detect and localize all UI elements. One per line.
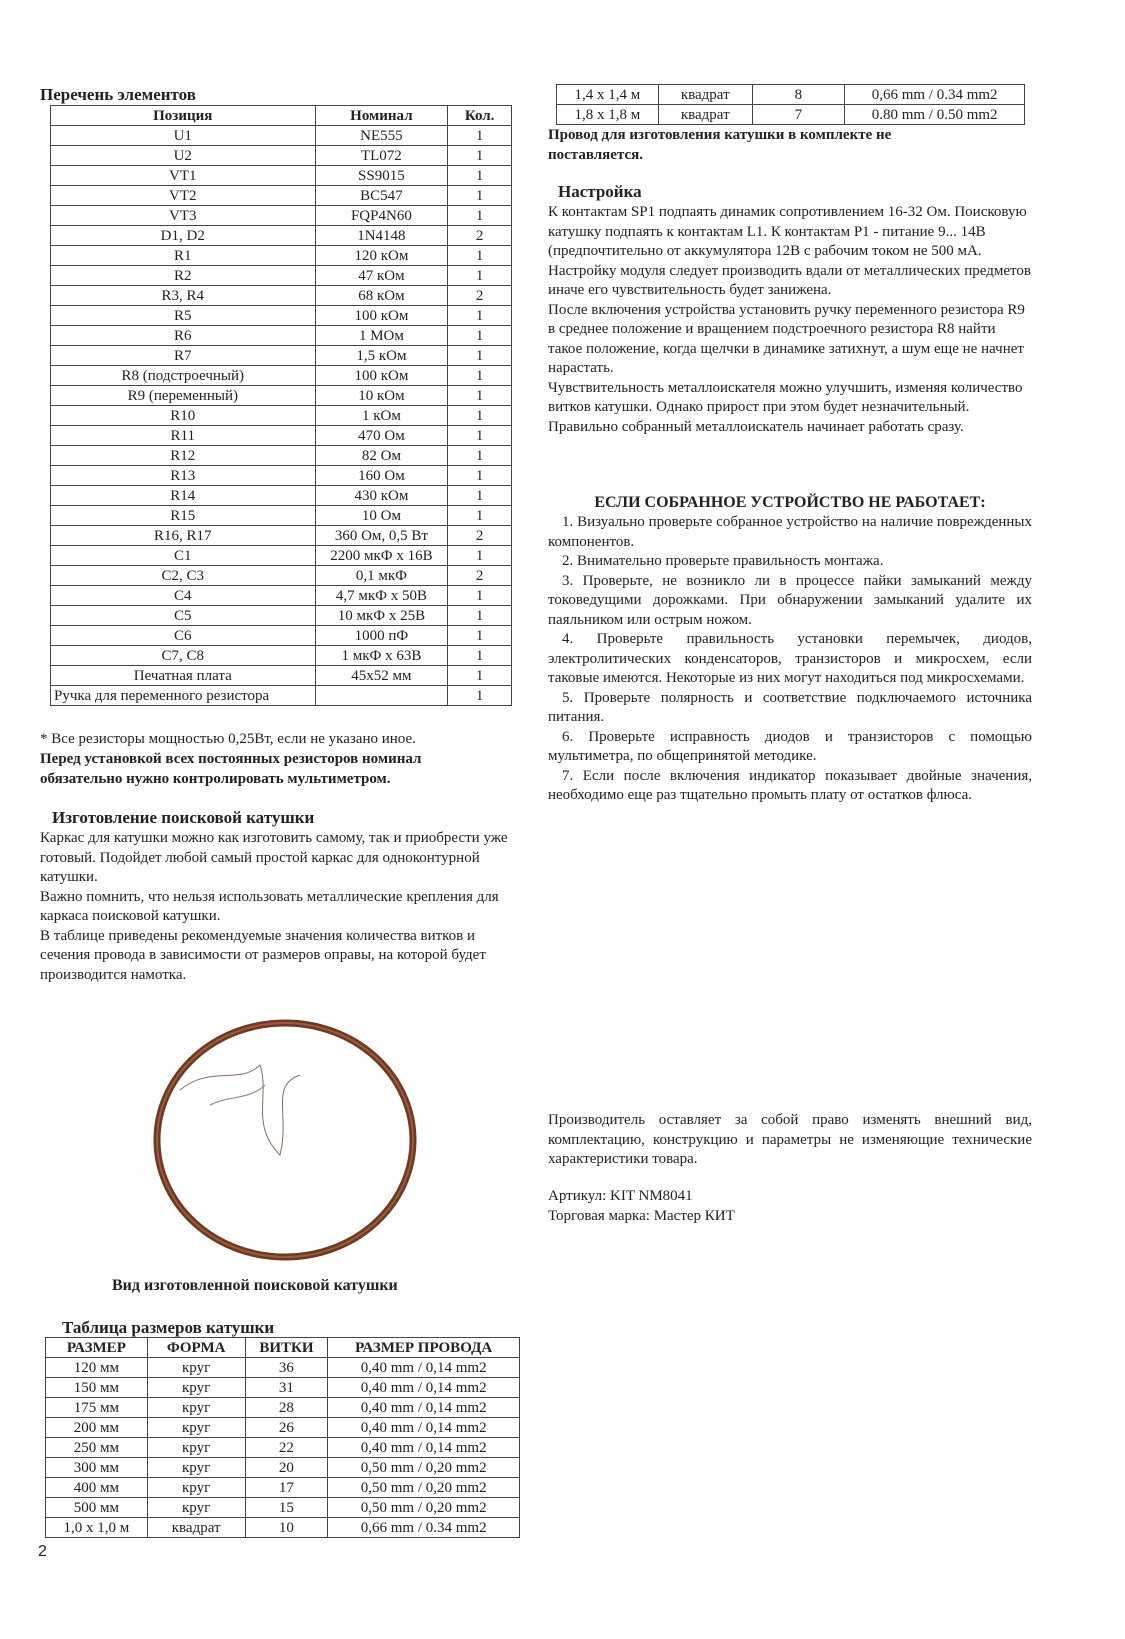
table-cell: R9 (переменный)	[51, 386, 316, 406]
table-cell: 10 Ом	[315, 506, 448, 526]
table-cell: круг	[147, 1498, 245, 1518]
table-cell: U2	[51, 146, 316, 166]
table-cell: круг	[147, 1458, 245, 1478]
table-cell: 36	[245, 1358, 328, 1378]
parts-table	[50, 105, 512, 706]
table-cell: 1	[448, 246, 512, 266]
setup-title: Настройка	[558, 182, 642, 201]
table-cell: круг	[147, 1438, 245, 1458]
table-cell	[315, 686, 448, 706]
table-cell: 68 кОм	[315, 286, 448, 306]
coil-text	[40, 829, 522, 985]
table-cell: 120 кОм	[315, 246, 448, 266]
table-cell: D1, D2	[51, 226, 316, 246]
table-cell: 0,40 mm / 0,14 mm2	[328, 1398, 520, 1418]
table-row	[51, 126, 512, 146]
table-cell: 1	[448, 466, 512, 486]
col-header: РАЗМЕР ПРОВОДА	[328, 1338, 520, 1358]
table-row	[51, 366, 512, 386]
table-row	[46, 1398, 520, 1418]
article-number: Артикул: KIT NM8041	[548, 1188, 693, 1204]
table-cell: 1	[448, 386, 512, 406]
table-cell: Печатная плата	[51, 666, 316, 686]
table-cell: 2	[448, 286, 512, 306]
parts-list-title: Перечень элементов	[40, 85, 196, 104]
table-cell: U1	[51, 126, 316, 146]
table-cell: 1,4 х 1,4 м	[557, 85, 659, 105]
table-cell: R7	[51, 346, 316, 366]
table-cell: 100 кОм	[315, 366, 448, 386]
table-cell: 1	[448, 366, 512, 386]
table-row	[46, 1478, 520, 1498]
table-row	[46, 1358, 520, 1378]
table-cell: 28	[245, 1398, 328, 1418]
troubleshooting-item: 4. Проверьте правильность установки перемычек, диодов, электролитических конденсаторов, транзисторов и микросхем, если таковые имеются. Некоторые из них могут находиться под микросхемами.	[548, 631, 1032, 686]
table-cell: VT2	[51, 186, 316, 206]
paragraph: В таблице приведены рекомендуемые значения количества витков и сечения провода в зависимости от размеров оправы, на которой будет производится намотка.	[40, 927, 486, 983]
table-cell: C7, C8	[51, 646, 316, 666]
table-row	[51, 246, 512, 266]
table-cell: 15	[245, 1498, 328, 1518]
table-cell: C2, C3	[51, 566, 316, 586]
table-row	[51, 426, 512, 446]
table-cell: 1	[448, 186, 512, 206]
table-cell: квадрат	[658, 105, 752, 125]
table-cell: 360 Ом, 0,5 Вт	[315, 526, 448, 546]
table-cell: 1	[448, 606, 512, 626]
table-row	[46, 1498, 520, 1518]
troubleshooting-item: 2. Внимательно проверьте правильность монтажа.	[562, 553, 884, 569]
table-cell: 0,50 mm / 0,20 mm2	[328, 1478, 520, 1498]
table-cell: R8 (подстроечный)	[51, 366, 316, 386]
table-cell: C6	[51, 626, 316, 646]
table-row	[51, 586, 512, 606]
table-cell: VT3	[51, 206, 316, 226]
troubleshooting-title: ЕСЛИ СОБРАННОЕ УСТРОЙСТВО НЕ РАБОТАЕТ:	[594, 494, 986, 511]
table-cell: 400 мм	[46, 1478, 148, 1498]
table-cell: 8	[752, 85, 845, 105]
table-cell: 1	[448, 306, 512, 326]
col-header: Кол.	[448, 106, 512, 126]
table-cell: 31	[245, 1378, 328, 1398]
table-cell: 45х52 мм	[315, 666, 448, 686]
table-cell: C5	[51, 606, 316, 626]
table-row	[51, 486, 512, 506]
table-cell: 1	[448, 666, 512, 686]
table-cell: 1	[448, 146, 512, 166]
table-row	[51, 646, 512, 666]
table-cell: 1	[448, 486, 512, 506]
table-cell: 0,40 mm / 0,14 mm2	[328, 1438, 520, 1458]
table-cell: 1 кОм	[315, 406, 448, 426]
table-cell: R11	[51, 426, 316, 446]
coil-table-title: Таблица размеров катушки	[62, 1318, 275, 1337]
table-row	[46, 1418, 520, 1438]
table-cell: R6	[51, 326, 316, 346]
table-cell: 1	[448, 546, 512, 566]
table-cell: R2	[51, 266, 316, 286]
paragraph: Настройку модуля следует производить вдали от металлических предметов иначе его чувствительность будет занижена.	[548, 262, 1031, 298]
table-row	[46, 1438, 520, 1458]
table-cell: 1	[448, 166, 512, 186]
paragraph: К контактам SP1 подпаять динамик сопротивлением 16-32 Ом. Поисковую катушку подпаять к контактам L1. К контактам P1 - питание 9... 14В (предпочтительно от аккумулятора 12В с рабочим током не 500 мА.	[548, 204, 1027, 259]
table-row	[46, 1518, 520, 1538]
table-cell: R14	[51, 486, 316, 506]
table-cell: TL072	[315, 146, 448, 166]
table-cell: 2	[448, 226, 512, 246]
table-cell: R16, R17	[51, 526, 316, 546]
table-cell: 7	[752, 105, 845, 125]
table-cell: круг	[147, 1478, 245, 1498]
table-row	[557, 105, 1025, 125]
table-cell: FQP4N60	[315, 206, 448, 226]
table-row	[51, 546, 512, 566]
table-cell: 1	[448, 446, 512, 466]
page-number: 2	[38, 1543, 47, 1560]
table-cell: круг	[147, 1358, 245, 1378]
table-row	[51, 526, 512, 546]
table-cell: 1	[448, 626, 512, 646]
table-row	[51, 326, 512, 346]
table-cell: C4	[51, 586, 316, 606]
table-cell: квадрат	[658, 85, 752, 105]
table-cell: квадрат	[147, 1518, 245, 1538]
table-cell: 0,40 mm / 0,14 mm2	[328, 1378, 520, 1398]
coil-photo	[140, 1005, 440, 1275]
table-row	[557, 85, 1025, 105]
table-cell: 10 кОм	[315, 386, 448, 406]
table-cell: 47 кОм	[315, 266, 448, 286]
table-cell: 2	[448, 526, 512, 546]
table-row	[51, 446, 512, 466]
table-cell: 0,40 mm / 0,14 mm2	[328, 1358, 520, 1378]
troubleshooting-item: 3. Проверьте, не возникло ли в процессе пайки замыканий между токоведущими дорожками. При обнаружении замыканий удалите их паяльником или острым ножом.	[548, 572, 1032, 628]
table-row	[51, 386, 512, 406]
col-header: Номинал	[315, 106, 448, 126]
table-cell: 300 мм	[46, 1458, 148, 1478]
table-cell: SS9015	[315, 166, 448, 186]
table-cell: 0,66 mm / 0.34 mm2	[845, 85, 1025, 105]
table-cell: 0.80 mm / 0.50 mm2	[845, 105, 1025, 125]
table-cell: 22	[245, 1438, 328, 1458]
table-cell: круг	[147, 1378, 245, 1398]
setup-text	[548, 203, 1032, 437]
table-cell: R13	[51, 466, 316, 486]
table-cell: 1 мкФ х 63В	[315, 646, 448, 666]
paragraph: Чувствительность металлоискателя можно улучшить, изменяя количество витков катушки. Однако прирост при этом будет незначительный. Правильно собранный металлоискатель начинает работать сразу.	[548, 379, 1023, 435]
table-cell: 1	[448, 126, 512, 146]
table-cell: круг	[147, 1398, 245, 1418]
table-row	[51, 286, 512, 306]
table-cell: 1 МОм	[315, 326, 448, 346]
wire-note: Провод для изготовления катушки в комплекте не поставляется.	[548, 127, 892, 163]
table-cell: 1,5 кОм	[315, 346, 448, 366]
paragraph: Важно помнить, что нельзя использовать металлические крепления для каркаса поисковой катушки.	[40, 888, 499, 924]
table-cell: Ручка для переменного резистора	[51, 686, 316, 706]
col-header: РАЗМЕР	[46, 1338, 148, 1358]
table-cell: 1	[448, 346, 512, 366]
table-cell: 0,40 mm / 0,14 mm2	[328, 1418, 520, 1438]
table-row	[46, 1378, 520, 1398]
table-cell: 17	[245, 1478, 328, 1498]
table-cell: 0,50 mm / 0,20 mm2	[328, 1458, 520, 1478]
table-cell: 4,7 мкФ х 50В	[315, 586, 448, 606]
table-cell: 0,66 mm / 0.34 mm2	[328, 1518, 520, 1538]
table-cell: 1,0 х 1,0 м	[46, 1518, 148, 1538]
table-row	[51, 266, 512, 286]
table-row	[51, 166, 512, 186]
table-cell: 160 Ом	[315, 466, 448, 486]
table-cell: 1N4148	[315, 226, 448, 246]
table-cell: C1	[51, 546, 316, 566]
table-cell: 1	[448, 266, 512, 286]
table-cell: VT1	[51, 166, 316, 186]
table-cell: 250 мм	[46, 1438, 148, 1458]
table-cell: 500 мм	[46, 1498, 148, 1518]
col-header: ВИТКИ	[245, 1338, 328, 1358]
table-cell: R10	[51, 406, 316, 426]
table-row	[51, 666, 512, 686]
table-cell: 1000 пФ	[315, 626, 448, 646]
table-cell: 1,8 х 1,8 м	[557, 105, 659, 125]
table-row	[51, 206, 512, 226]
table-cell: 10 мкФ х 25В	[315, 606, 448, 626]
table-row	[51, 606, 512, 626]
troubleshooting-item: 7. Если после включения индикатор показывает двойные значения, необходимо еще раз тщательно промыть плату от остатков флюса.	[548, 767, 1032, 803]
table-row	[51, 566, 512, 586]
resistor-warning: Перед установкой всех постоянных резисторов номинал обязательно нужно контролировать мультиметром.	[40, 751, 422, 787]
table-cell: R15	[51, 506, 316, 526]
table-cell: 100 кОм	[315, 306, 448, 326]
resistor-note: * Все резисторы мощностью 0,25Вт, если не указано иное.	[40, 731, 416, 747]
paragraph: Каркас для катушки можно как изготовить самому, так и приобрести уже готовый. Подойдет любой самый простой каркас для одноконтурной катушки.	[40, 830, 508, 885]
table-cell: 430 кОм	[315, 486, 448, 506]
table-cell: 82 Ом	[315, 446, 448, 466]
table-row	[51, 466, 512, 486]
table-row	[46, 1458, 520, 1478]
table-row	[51, 226, 512, 246]
table-cell: BC547	[315, 186, 448, 206]
table-row	[51, 686, 512, 706]
table-cell: 26	[245, 1418, 328, 1438]
disclaimer: Производитель оставляет за собой право изменять внешний вид, комплектацию, конструкцию и параметры не изменяющие технические характеристики товара.	[548, 1112, 1032, 1167]
table-cell: 1	[448, 426, 512, 446]
paragraph: После включения устройства установить ручку переменного резистора R9 в среднее положение и вращением подстроечного резистора R8 найти такое положение, когда щелчки в динамике затихнут, а шум еще не начнет нарастать.	[548, 301, 1025, 376]
troubleshooting-item: 5. Проверьте полярность и соответствие подключаемого источника питания.	[548, 689, 1032, 725]
table-cell: R3, R4	[51, 286, 316, 306]
table-cell: 1	[448, 206, 512, 226]
table-row	[51, 626, 512, 646]
table-cell: 2	[448, 566, 512, 586]
table-cell: R5	[51, 306, 316, 326]
table-cell: 10	[245, 1518, 328, 1538]
table-row	[51, 146, 512, 166]
table-cell: R12	[51, 446, 316, 466]
table-cell: 1	[448, 406, 512, 426]
table-row	[51, 306, 512, 326]
table-cell: 0,50 mm / 0,20 mm2	[328, 1498, 520, 1518]
table-cell: 20	[245, 1458, 328, 1478]
table-cell: NE555	[315, 126, 448, 146]
troubleshooting-item: 1. Визуально проверьте собранное устройство на наличие поврежденных компонентов.	[548, 514, 1032, 550]
table-cell: 120 мм	[46, 1358, 148, 1378]
table-cell: 0,1 мкФ	[315, 566, 448, 586]
brand: Торговая марка: Мастер КИТ	[548, 1208, 735, 1224]
coil-size-table-continued	[556, 84, 1025, 125]
coil-photo-caption: Вид изготовленной поисковой катушки	[112, 1277, 398, 1294]
table-cell: круг	[147, 1418, 245, 1438]
troubleshooting-list	[548, 513, 1032, 806]
table-cell: 175 мм	[46, 1398, 148, 1418]
coil-size-table	[45, 1337, 520, 1538]
table-cell: 200 мм	[46, 1418, 148, 1438]
col-header: Позиция	[51, 106, 316, 126]
table-cell: 1	[448, 646, 512, 666]
table-row	[51, 506, 512, 526]
table-cell: 1	[448, 686, 512, 706]
table-cell: 1	[448, 506, 512, 526]
col-header: ФОРМА	[147, 1338, 245, 1358]
coil-title: Изготовление поисковой катушки	[52, 808, 315, 827]
table-cell: 150 мм	[46, 1378, 148, 1398]
table-cell: 2200 мкФ х 16В	[315, 546, 448, 566]
table-row	[51, 186, 512, 206]
table-cell: 470 Ом	[315, 426, 448, 446]
table-cell: 1	[448, 326, 512, 346]
table-cell: 1	[448, 586, 512, 606]
table-row	[51, 346, 512, 366]
troubleshooting-item: 6. Проверьте исправность диодов и транзисторов с помощью мультиметра, по общепринятой методике.	[548, 728, 1032, 764]
table-row	[51, 406, 512, 426]
table-cell: R1	[51, 246, 316, 266]
